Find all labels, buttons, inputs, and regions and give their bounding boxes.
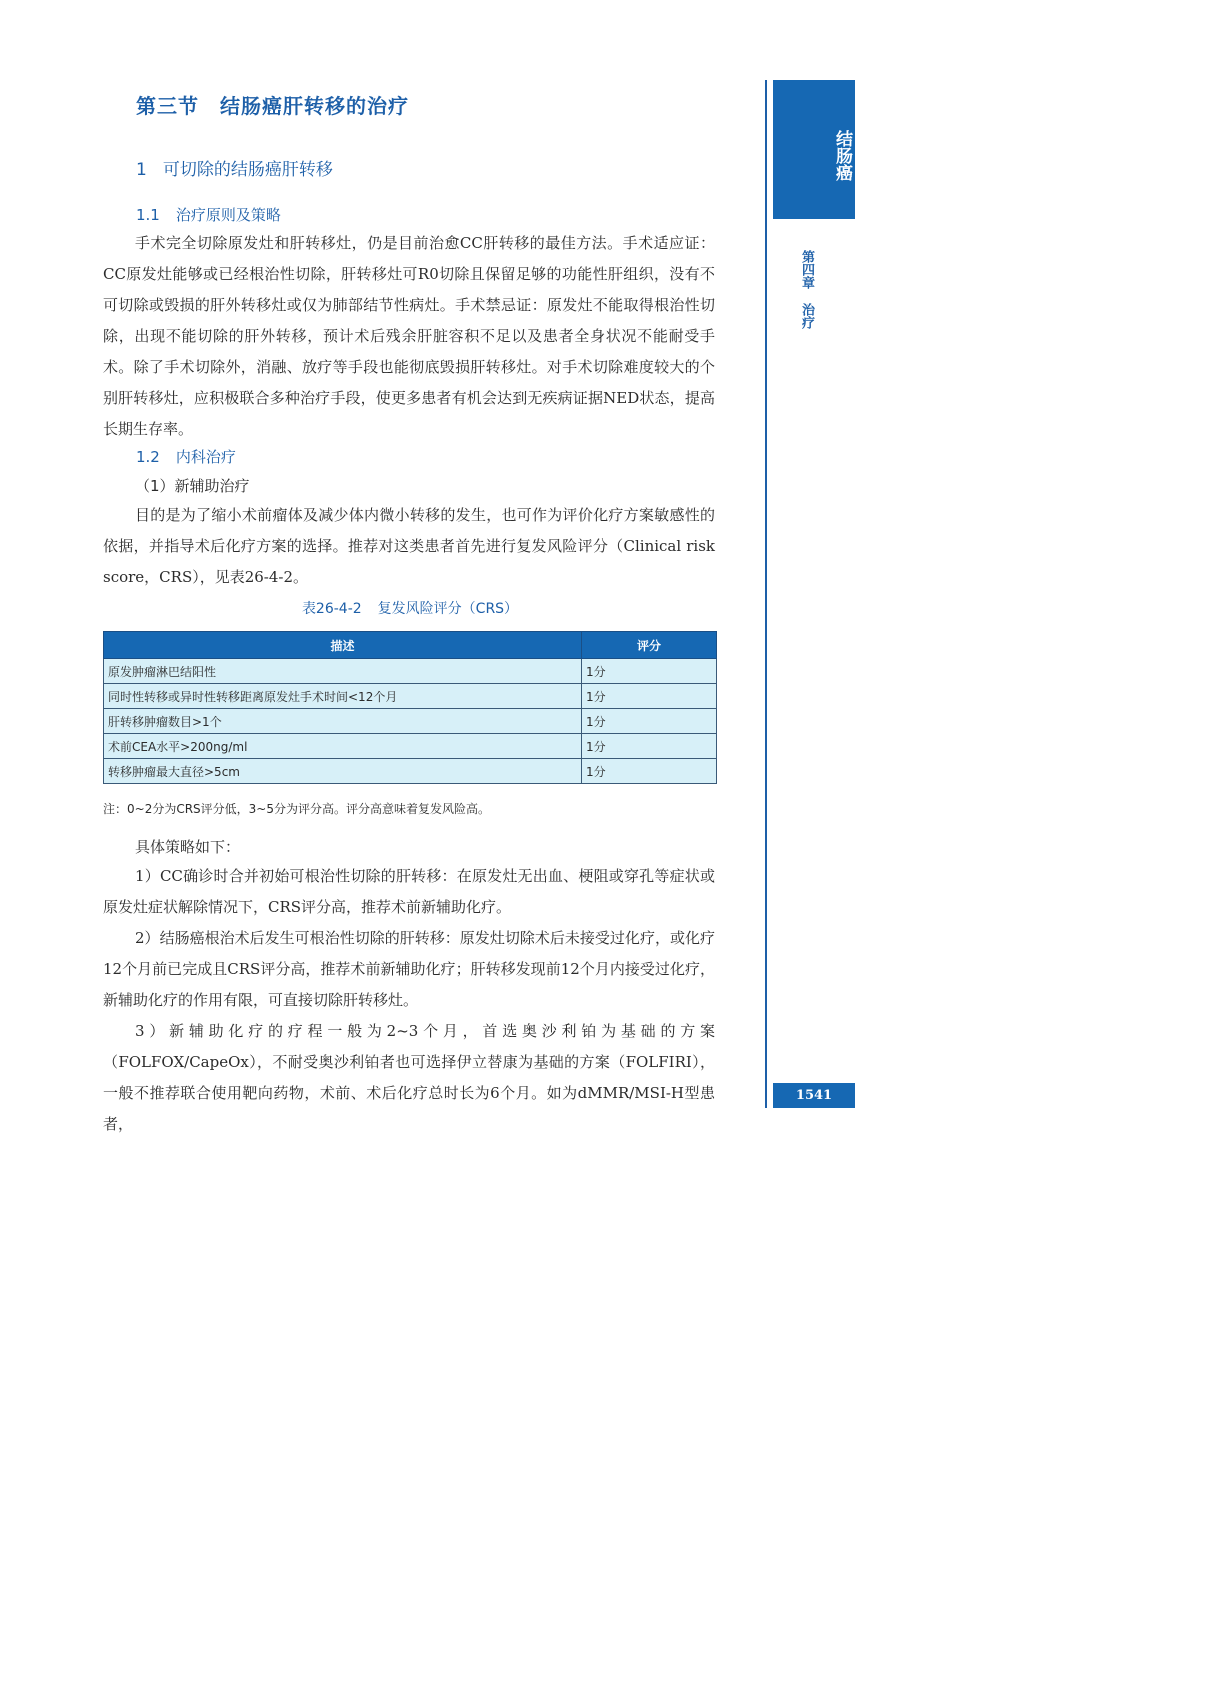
table-cell-description: 同时性转移或异时性转移距离原发灶手术时间<12个月 (104, 684, 582, 709)
table-cell-description: 原发肿瘤淋巴结阳性 (104, 659, 582, 684)
table-row (104, 684, 717, 709)
table-caption (103, 598, 717, 618)
page-number: 1541 (773, 1083, 855, 1108)
heading-1-2-number: 1.2 (136, 448, 160, 466)
strategy-item-3: 3）新辅助化疗的疗程一般为2~3个月，首选奥沙利铂为基础的方案（FOLFOX/CapeOx），不耐受奥沙利铂者也可选择伊立替康为基础的方案（FOLFIRI），一般不推荐联合使用靶向药物，术前、术后化疗总时长为6个月。如为dMMR/MSI-H型患者， (103, 1022, 715, 1133)
heading-1 (136, 155, 333, 180)
heading-1-2-text: 内科治疗 (175, 448, 236, 466)
paragraph-surgery-text: 手术完全切除原发灶和肝转移灶，仍是目前治愈CC肝转移的最佳方法。手术适应证：CC原发灶能够或已经根治性切除，肝转移灶可R0切除且保留足够的功能性肝组织，没有不可切除或毁损的肝外转移灶或仅为肺部结节性病灶。手术禁忌证：原发灶不能取得根治性切除，出现不能切除的肝外转移，预计术后残余肝脏容积不足以及患者全身状况不能耐受手术。除了手术切除外，消融、放疗等手段也能彻底毁损肝转移灶。对手术切除难度较大的个别肝转移灶，应积极联合多种治疗手段，使更多患者有机会达到无疾病证据NED状态，提高长期生存率。 (103, 234, 715, 438)
strategy-item-2: 2）结肠癌根治术后发生可根治性切除的肝转移：原发灶切除术后未接受过化疗，或化疗12个月前已完成且CRS评分高，推荐术前新辅助化疗；肝转移发现前12个月内接受过化疗，新辅助化疗的作用有限，可直接切除肝转移灶。 (103, 929, 715, 1009)
table-row (104, 659, 717, 684)
table-cell-score: 1分 (582, 684, 717, 709)
table-note: 注：0~2分为CRS评分低，3~5分为评分高。评分高意味着复发风险高。 (103, 802, 490, 816)
sidebar-topic: 结肠癌 (832, 129, 852, 181)
table-row (104, 759, 717, 784)
table-cell-score: 1分 (582, 659, 717, 684)
sidebar-chapter (798, 250, 814, 350)
strategy-item-1: 1）CC确诊时合并初始可根治性切除的肝转移：在原发灶无出血、梗阻或穿孔等症状或原发灶症状解除情况下，CRS评分高，推荐术前新辅助化疗。 (103, 867, 715, 916)
table-caption-number: 表26-4-2 (301, 601, 362, 617)
heading-1-2 (136, 446, 236, 467)
heading-1-text: 可切除的结肠癌肝转移 (162, 160, 333, 180)
crs-table (103, 631, 717, 784)
table-header-description: 描述 (104, 632, 582, 659)
table-cell-description: 转移肿瘤最大直径>5cm (104, 759, 582, 784)
table-cell-score: 1分 (582, 734, 717, 759)
sidebar-chapter-number: 第四章 (799, 250, 814, 289)
table-row (104, 709, 717, 734)
paragraph-neoadjuvant-text: 目的是为了缩小术前瘤体及减少体内微小转移的发生，也可作为评价化疗方案敏感性的依据，并指导术后化疗方案的选择。推荐对这类患者首先进行复发风险评分（Clinical risk score，CRS），见表26-4-2。 (103, 506, 715, 586)
heading-1-1 (136, 204, 281, 225)
paragraph-surgery (103, 228, 715, 445)
table-cell-description: 肝转移肿瘤数目>1个 (104, 709, 582, 734)
table-cell-description: 术前CEA水平>200ng/ml (104, 734, 582, 759)
sidebar-chapter-name: 治疗 (799, 303, 814, 329)
sidebar-rule (765, 80, 767, 1108)
table-caption-text: 复发风险评分（CRS） (377, 601, 519, 617)
table-cell-score: 1分 (582, 709, 717, 734)
table-cell-score: 1分 (582, 759, 717, 784)
table-header-score: 评分 (582, 632, 717, 659)
table-header-row (104, 632, 717, 659)
sidebar-topic-tab (773, 80, 855, 219)
strategy-list (103, 861, 715, 1140)
heading-1-number: 1 (136, 160, 147, 180)
table-row (104, 734, 717, 759)
section-title: 第三节 结肠癌肝转移的治疗 (136, 94, 409, 118)
heading-1-1-number: 1.1 (136, 206, 160, 224)
strategy-intro: 具体策略如下： (135, 838, 241, 856)
heading-1-1-text: 治疗原则及策略 (175, 206, 281, 224)
paragraph-neoadjuvant (103, 500, 715, 593)
subhead-neoadjuvant: （1）新辅助治疗 (135, 477, 250, 495)
